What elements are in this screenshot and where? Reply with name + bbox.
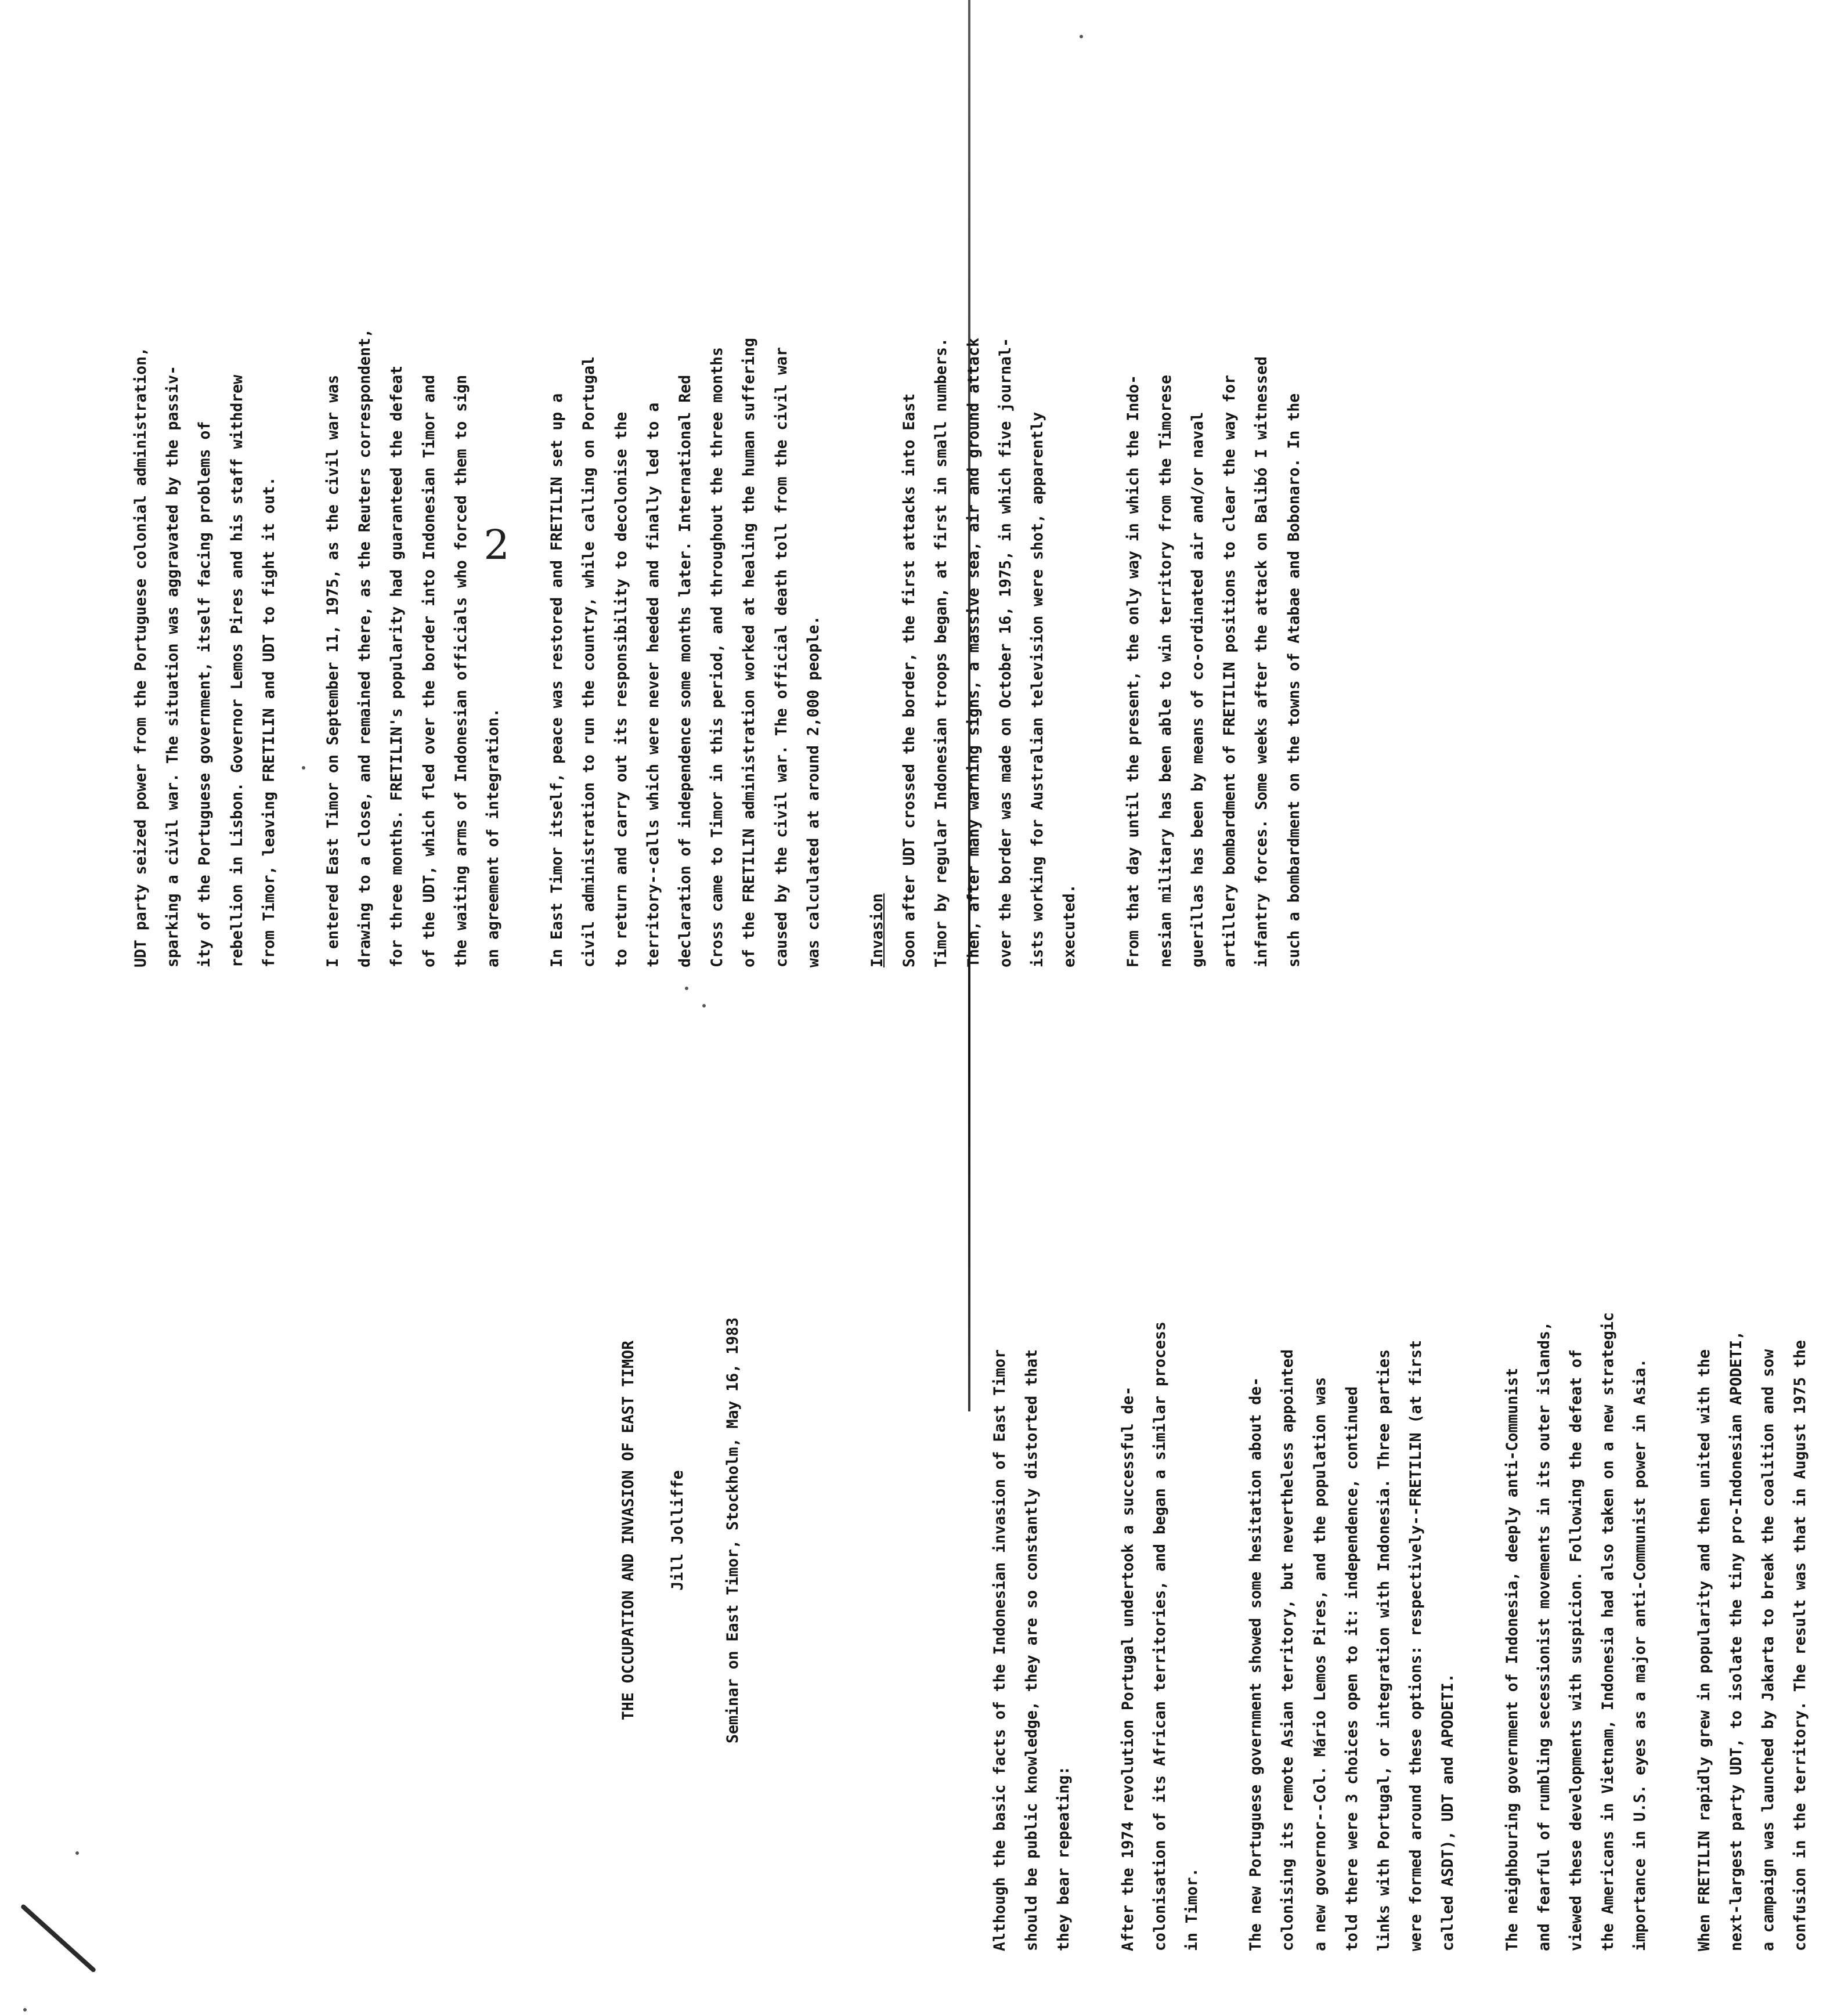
author-name: Jill Jolliffe [669,1470,687,1591]
right-body [125,74,1310,967]
text-line: of the FRETILIN administration worked at healing the human suffering [740,338,759,967]
text-line: After the 1974 revolution Portugal undertook a successful de- [1118,1386,1137,1951]
text-line: importance in U.S. eyes as a major anti-Communist power in Asia. [1631,1358,1650,1951]
left-body [984,1312,1848,1951]
text-line: Then, after many warning signs, a massive sea, air and ground attack [964,338,983,967]
right-paragraph-1 [125,74,285,967]
scan-speck [702,1004,706,1008]
text-line: From that day until the present, the only way in which the Indo- [1124,374,1143,967]
text-line: viewed these developments with suspicion. Following the defeat of [1567,1349,1586,1951]
text-line: should be public knowledge, they are so constantly distorted that [1023,1349,1041,1951]
document-title: THE OCCUPATION AND INVASION OF EAST TIMOR [619,1340,637,1721]
text-line: territory--calls which were never heeded and finally led to a [644,402,662,967]
text-line: was calculated at around 2,000 people. [804,615,822,967]
text-line: declaration of independence some months later. International Red [676,374,695,967]
scan-speck [1080,35,1083,38]
section-heading-invasion: Invasion [868,893,887,967]
text-line: sparking a civil war. The situation was aggravated by the passiv- [164,365,182,967]
text-line: Timor by regular Indonesian troops began, at first in small numbers. [932,338,951,967]
text-line: When FRETILIN rapidly grew in popularity and then united with the [1695,1349,1713,1951]
text-line: the Americans in Vietnam, Indonesia had also taken on a new strategic [1599,1312,1618,1951]
text-line: the waiting arms of Indonesian officials who forced them to sign [452,374,470,967]
left-paragraph-5 [1688,1312,1817,1951]
text-line: The neighbouring government of Indonesia, deeply anti-Communist [1503,1367,1521,1951]
text-line: for three months. FRETILIN's popularity had guaranteed the defeat [388,365,406,967]
text-line: told there were 3 choices open to it: independence, continued [1342,1386,1361,1951]
text-line: were formed around these options: respectively--FRETILIN (at first [1407,1340,1425,1951]
text-line: ists working for Australian television were shot, apparently [1028,411,1047,967]
text-line: rebellion in Lisbon. Governor Lemos Pires and his staff withdrew [228,374,246,967]
text-line: civil administration to run the country, while calling on Portugal [580,356,598,967]
scan-speck [302,766,305,770]
text-line: they bear repeating: [1055,1765,1073,1951]
scan-speck [23,2008,27,2012]
text-line: Soon after UDT crossed the border, the first attacks into East [900,393,919,967]
text-line: and fearful of rumbling secessionist movements in its outer islands, [1535,1321,1553,1951]
text-line: executed. [1060,884,1079,967]
text-line: Although the basic facts of the Indonesian invasion of East Timor [991,1349,1009,1951]
right-paragraph-2 [317,74,509,967]
left-paragraph-3 [1240,1312,1464,1951]
text-line: links with Portugal, or integration with Indonesia. Three parties [1375,1349,1394,1951]
text-line: to return and carry out its responsibility to decolonise the [612,411,630,967]
left-paragraph-4 [1496,1312,1656,1951]
text-line: confusion in the territory. The result was that in August 1975 the [1791,1340,1810,1951]
title-block [612,1110,749,1951]
text-line: I entered East Timor on September 11, 1975, as the civil war was [324,374,342,967]
right-paragraph-3 [541,74,829,967]
text-line: colonising its remote Asian territory, but nevertheless appointed [1279,1349,1297,1951]
text-line: colonisation of its African territories, and began a similar process [1150,1321,1169,1951]
text-line: from Timor, leaving FRETILIN and UDT to fight it out. [259,476,278,967]
text-line: a new governor--Col. Mário Lemos Pires, and the population was [1311,1377,1329,1951]
page-number: 2 [483,521,510,569]
text-line: Cross came to Timor in this period, and throughout the three months [708,347,727,967]
text-line: over the border was made on October 16, 1975, in which five journal- [996,338,1015,967]
text-line: called ASDT), UDT and APODETI. [1439,1673,1457,1951]
right-paragraph-5 [1117,74,1309,967]
text-line: ity of the Portuguese government, itself facing problems of [196,421,214,967]
text-line: a campaign was launched by Jakarta to break the coalition and sow [1759,1349,1778,1951]
text-line: of the UDT, which fled over the border into Indonesian Timor and [420,374,438,967]
text-line: such a bombardment on the towns of Atabae and Bobonaro. In the [1284,393,1303,967]
scan-speck [75,1851,79,1855]
text-line: an agreement of integration. [484,708,503,967]
scan-speck [685,987,688,990]
seminar-line: Seminar on East Timor, Stockholm, May 16, 1983 [724,1317,742,1743]
text-line: caused by the civil war. The official death toll from the civil war [772,347,791,967]
right-column [125,74,1342,967]
text-line: UDT party seized power from the Portuguese colonial administration, [132,347,150,967]
text-line: The new Portuguese government showed some hesitation about de- [1247,1377,1265,1951]
text-line: nesian military has been able to win territory from the Timorese [1156,374,1175,967]
text-line: in Timor. [1183,1868,1201,1951]
left-paragraph-1 [984,1312,1080,1951]
text-line: infantry forces. Some weeks after the attack on Balibó I witnessed [1253,356,1271,967]
right-paragraph-4 [861,74,1085,967]
left-paragraph-2 [1112,1312,1208,1951]
text-line: artillery bombardment of FRETILIN positions to clear the way for [1221,374,1239,967]
text-line: In East Timor itself, peace was restored and FRETILIN set up a [548,393,566,967]
text-line: guerillas has been by means of co-ordinated air and/or naval [1188,411,1207,967]
text-line: drawing to a close, and remained there, as the Reuters correspondent, [356,328,374,967]
text-line: next-largest party UDT, to isolate the tiny pro-Indonesian APODETI, [1727,1331,1745,1951]
